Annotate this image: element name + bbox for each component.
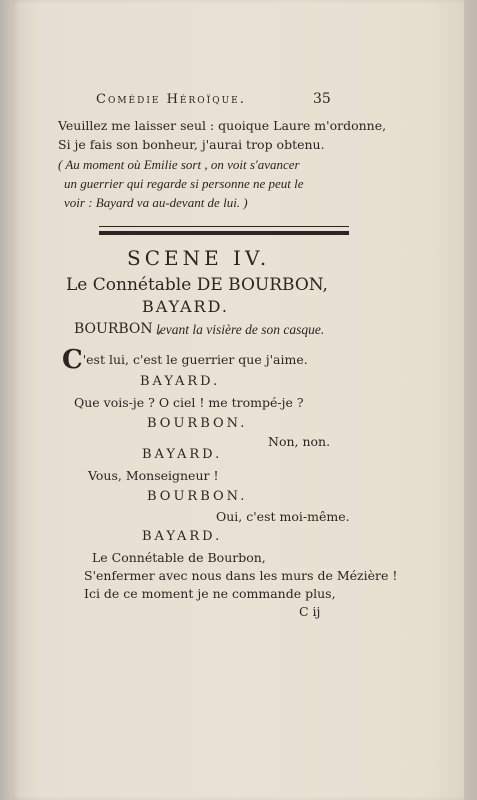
scan-background-edge — [464, 0, 477, 800]
cast-list-line: Le Connétable DE BOURBON, — [66, 275, 328, 295]
speaker-name: BOURBON , — [74, 321, 162, 337]
book-page — [12, 0, 464, 800]
page-number: 35 — [313, 91, 331, 107]
verse-line: Que vois-je ? O ciel ! me trompé-je ? — [74, 395, 304, 410]
section-divider-thin — [99, 226, 349, 227]
verse-line: Ici de ce moment je ne commande plus, — [84, 586, 336, 601]
verse-line: Si je fais son bonheur, j'aurai trop obtenu. — [58, 137, 325, 152]
section-divider-thick — [99, 231, 349, 235]
speaker-name: BAYARD. — [140, 374, 221, 389]
verse-line: Le Connétable de Bourbon, — [92, 550, 266, 565]
stage-direction-line: un guerrier qui regarde si personne ne peut le — [64, 176, 304, 191]
speaker-name: BAYARD. — [142, 529, 223, 544]
verse-line: Veuillez me laisser seul : quoique Laure m'ordonne, — [58, 118, 387, 133]
stage-direction: levant la visière de son casque. — [156, 322, 325, 337]
verse-text: 'est lui, c'est le guerrier que j'aime. — [82, 352, 308, 367]
speaker-name: BOURBON. — [147, 416, 248, 431]
cast-list-line: BAYARD. — [142, 297, 229, 316]
stage-direction-line: voir : Bayard va au-devant de lui. ) — [64, 195, 248, 210]
speaker-name: BOURBON. — [147, 489, 248, 504]
stage-direction-line: ( Au moment où Emilie sort , on voit s'avancer — [58, 157, 300, 172]
verse-line: Oui, c'est moi-même. — [216, 509, 350, 524]
drop-cap-letter: C — [62, 345, 83, 375]
book-spine-edge — [0, 0, 12, 800]
scene-heading: SCENE IV. — [127, 246, 271, 270]
running-title: Comédie Héroïque. — [96, 92, 246, 107]
verse-line — [62, 347, 308, 373]
speaker-name: BAYARD. — [142, 447, 223, 462]
verse-line: Vous, Monseigneur ! — [88, 468, 219, 483]
verse-line: S'enfermer avec nous dans les murs de Mézière ! — [84, 568, 398, 583]
signature-mark: C ij — [299, 604, 321, 619]
verse-line: Non, non. — [268, 434, 331, 449]
